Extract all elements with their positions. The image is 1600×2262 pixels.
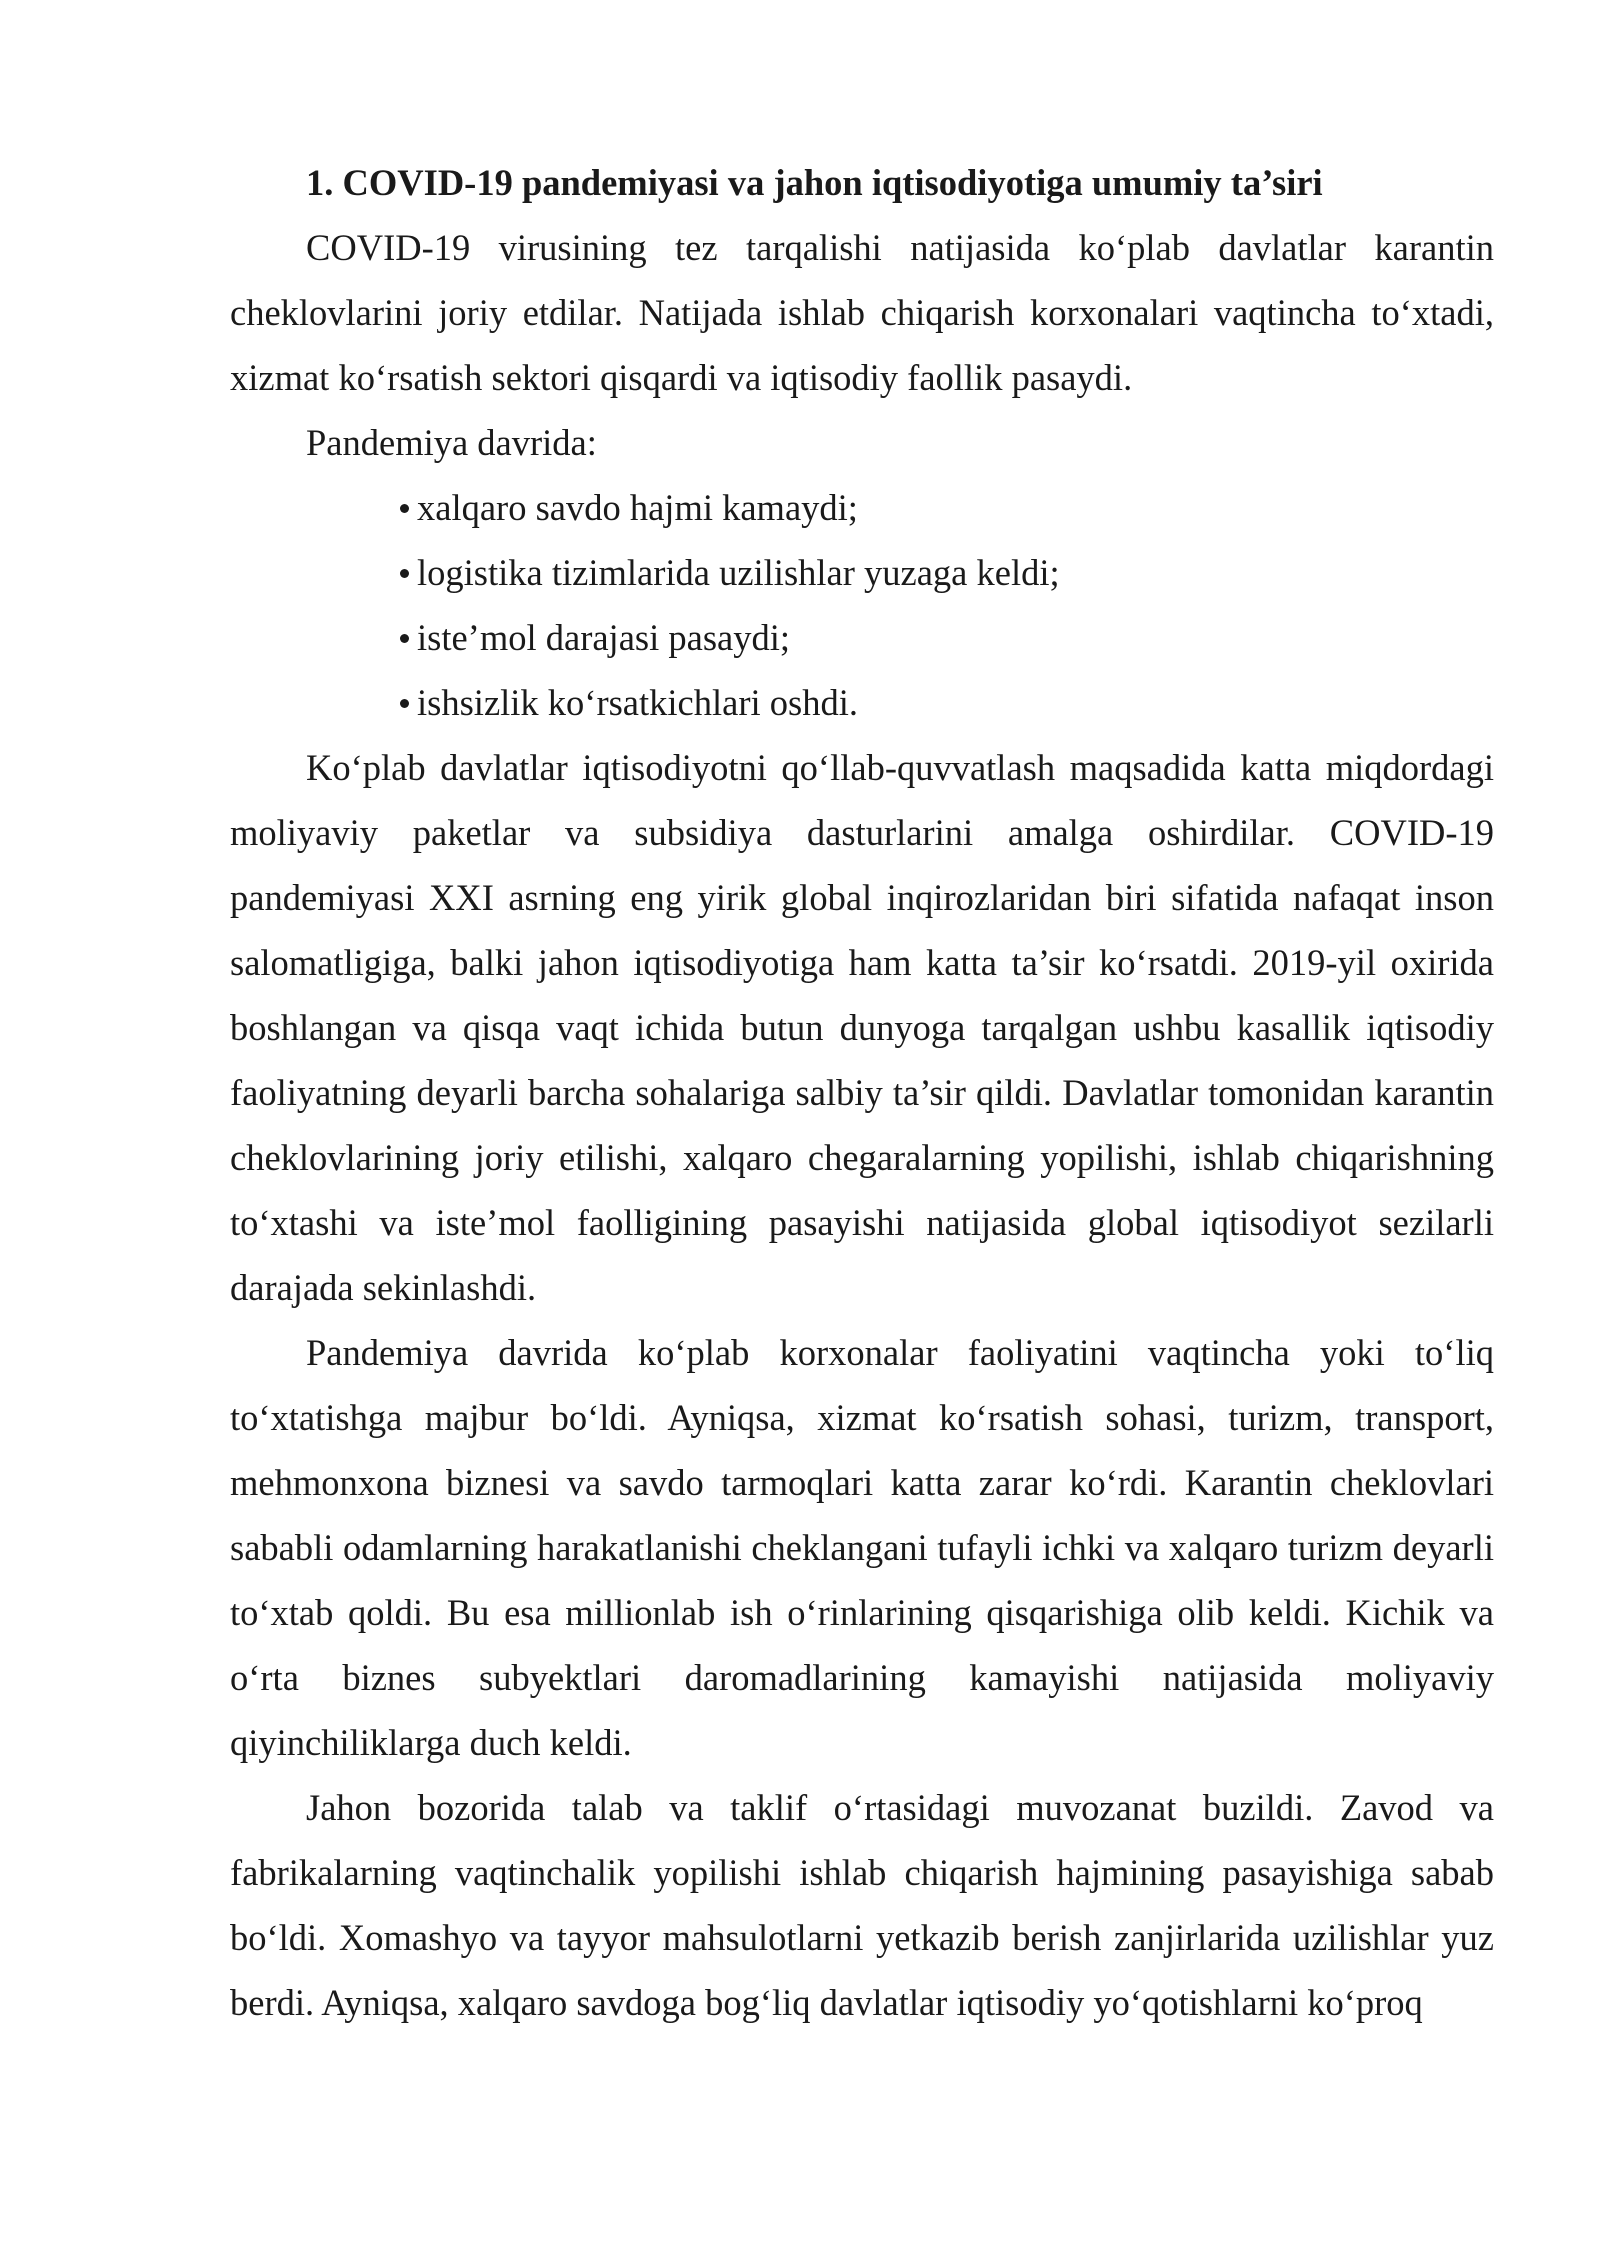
- paragraph-business: Pandemiya davrida ko‘plab korxonalar faoliyatini vaqtincha yoki to‘liq to‘xtatishga majbur bo‘ldi. Ayniqsa, xizmat ko‘rsatish sohasi, turizm, transport, mehmonxona biznesi va savdo tarmoqlari katta zarar ko‘rdi. Karantin cheklovlari sababli odamlarning harakatlanishi cheklangani tufayli ichki va xalqaro turizm deyarli to‘xtab qoldi. Bu esa millionlab ish o‘rinlarining qisqarishiga olib keldi. Kichik va o‘rta biznes subyektlari daromadlarining kamayishi natijasida moliyaviy qiyinchiliklarga duch keldi.: [230, 1332, 1494, 1763]
- list-item: [400, 605, 1494, 670]
- section-heading: 1. COVID-19 pandemiyasi va jahon iqtisodiyotiga umumiy ta’siri: [306, 162, 1323, 203]
- list-item-text: logistika tizimlarida uzilishlar yuzaga keldi;: [417, 552, 1060, 593]
- list-item-text: ishsizlik ko‘rsatkichlari oshdi.: [417, 682, 858, 723]
- list-item: [400, 475, 1494, 540]
- document-page: [230, 150, 1494, 2035]
- list-item-text: xalqaro savdo hajmi kamaydi;: [417, 487, 858, 528]
- list-item-text: iste’mol darajasi pasaydi;: [417, 617, 791, 658]
- bullet-icon: [400, 634, 409, 643]
- list-intro: Pandemiya davrida:: [306, 422, 597, 463]
- bullet-icon: [400, 699, 409, 708]
- list-item: [400, 670, 1494, 735]
- bullet-list: [230, 475, 1494, 735]
- list-item: [400, 540, 1494, 605]
- bullet-icon: [400, 504, 409, 513]
- paragraph-support: Ko‘plab davlatlar iqtisodiyotni qo‘llab-quvvatlash maqsadida katta miqdordagi moliyaviy paketlar va subsidiya dasturlarini amalga oshirdilar. COVID-19 pandemiyasi XXI asrning eng yirik global inqirozlaridan biri sifatida nafaqat inson salomatligiga, balki jahon iqtisodiyotiga ham katta ta’sir ko‘rsatdi. 2019-yil oxirida boshlangan va qisqa vaqt ichida butun dunyoga tarqalgan ushbu kasallik iqtisodiy faoliyatning deyarli barcha sohalariga salbiy ta’sir qildi. Davlatlar tomonidan karantin cheklovlarining joriy etilishi, xalqaro chegaralarning yopilishi, ishlab chiqarishning to‘xtashi va iste’mol faolligining pasayishi natijasida global iqtisodiyot sezilarli darajada sekinlashdi.: [230, 747, 1494, 1308]
- paragraph-market: Jahon bozorida talab va taklif o‘rtasidagi muvozanat buzildi. Zavod va fabrikalarning vaqtinchalik yopilishi ishlab chiqarish hajmining pasayishiga sabab bo‘ldi. Xomashyo va tayyor mahsulotlarni yetkazib berish zanjirlarida uzilishlar yuz berdi. Ayniqsa, xalqaro savdoga bog‘liq davlatlar iqtisodiy yo‘qotishlarni ko‘proq: [230, 1787, 1494, 2023]
- paragraph-intro: COVID-19 virusining tez tarqalishi natijasida ko‘plab davlatlar karantin cheklovlarini joriy etdilar. Natijada ishlab chiqarish korxonalari vaqtincha to‘xtadi, xizmat ko‘rsatish sektori qisqardi va iqtisodiy faollik pasaydi.: [230, 227, 1494, 398]
- bullet-icon: [400, 569, 409, 578]
